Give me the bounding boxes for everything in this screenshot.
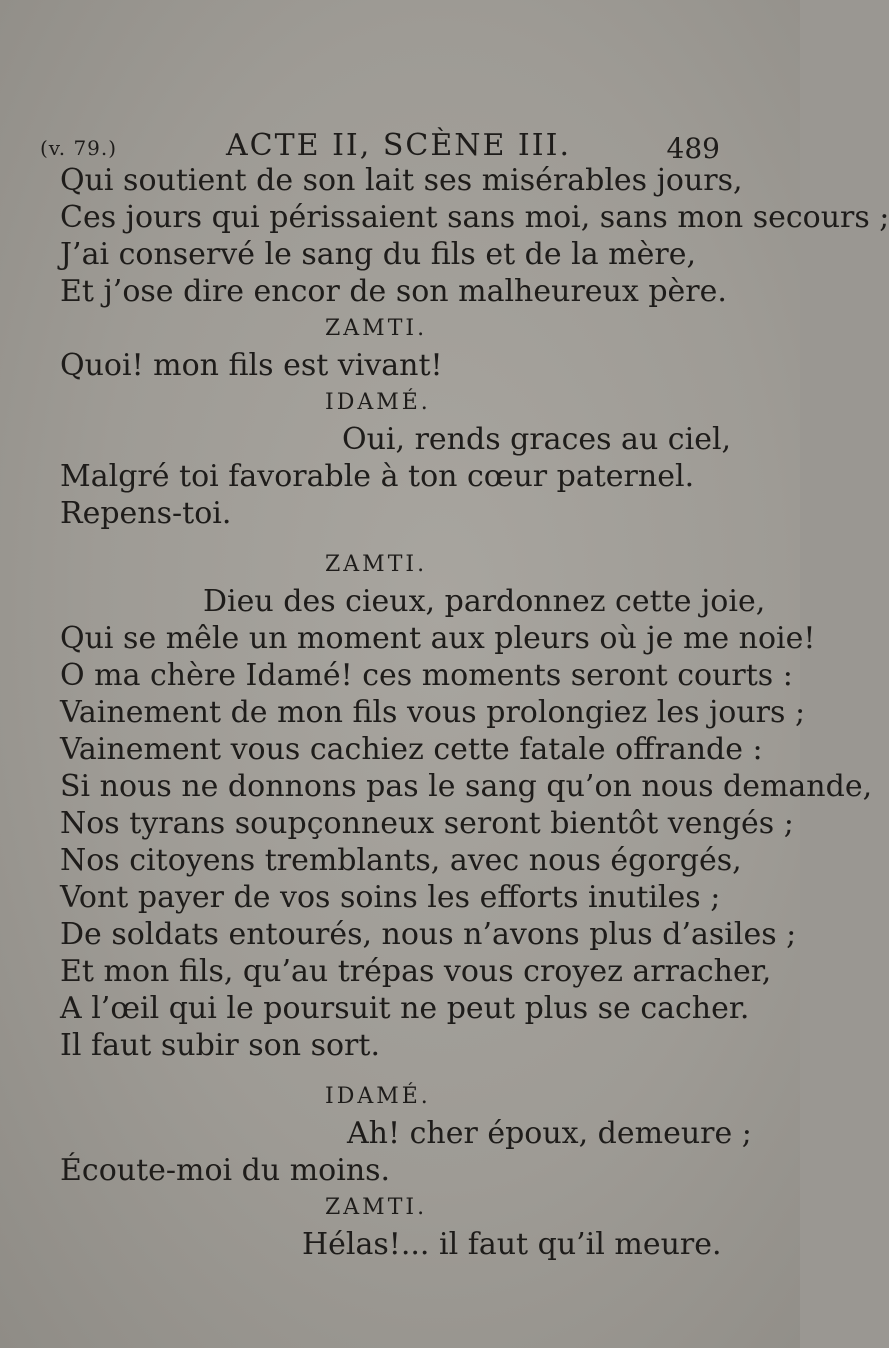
- verse-line: Quoi! mon fils est vivant!: [60, 348, 443, 383]
- verse-line: Et mon fils, qu’au trépas vous croyez arracher,: [60, 954, 772, 989]
- page-number: 489: [666, 132, 720, 165]
- verse-line: Qui soutient de son lait ses misérables jours,: [60, 163, 743, 198]
- verse-line: Ah! cher époux, demeure ;: [347, 1116, 752, 1151]
- verse-line: Hélas!... il faut qu’il meure.: [302, 1227, 722, 1262]
- speaker-name: IDAMÉ.: [325, 1084, 431, 1109]
- verse-line: Oui, rends graces au ciel,: [342, 422, 732, 457]
- verse-line: Écoute-moi du moins.: [60, 1153, 391, 1188]
- verse-line: A l’œil qui le poursuit ne peut plus se cacher.: [60, 991, 750, 1026]
- verse-line: Si nous ne donnons pas le sang qu’on nous demande,: [60, 769, 873, 804]
- verse-text: [60, 162, 889, 1263]
- verse-line: Il faut subir son sort.: [60, 1028, 380, 1063]
- act-scene-title: ACTE II, SCÈNE III.: [226, 128, 572, 163]
- verse-line: Nos tyrans soupçonneux seront bientôt vengés ;: [60, 806, 794, 841]
- verse-line: Malgré toi favorable à ton cœur paternel.: [60, 459, 695, 494]
- verse-line: Dieu des cieux, pardonnez cette joie,: [203, 584, 766, 619]
- verse-line: Repens-toi.: [60, 496, 232, 531]
- verse-line: O ma chère Idamé! ces moments seront courts :: [60, 658, 793, 693]
- speaker-name: ZAMTI.: [325, 552, 428, 577]
- verse-line: Et j’ose dire encor de son malheureux père.: [60, 274, 727, 309]
- verse-line: Vainement de mon fils vous prolongiez les jours ;: [60, 695, 806, 730]
- verse-line: Vainement vous cachiez cette fatale offrande :: [60, 732, 763, 767]
- verse-line: Ces jours qui périssaient sans moi, sans mon secours ;: [60, 200, 889, 235]
- verse-line: Qui se mêle un moment aux pleurs où je me noie!: [60, 621, 816, 656]
- verse-line: De soldats entourés, nous n’avons plus d’asiles ;: [60, 917, 797, 952]
- verse-line: J’ai conservé le sang du fils et de la mère,: [60, 237, 697, 272]
- speaker-name: ZAMTI.: [325, 1195, 428, 1220]
- speaker-name: ZAMTI.: [325, 316, 428, 341]
- verse-line: Vont payer de vos soins les efforts inutiles ;: [60, 880, 721, 915]
- verse-line: Nos citoyens tremblants, avec nous égorgés,: [60, 843, 742, 878]
- verse-reference: (v. 79.): [40, 136, 118, 160]
- speaker-name: IDAMÉ.: [325, 390, 431, 415]
